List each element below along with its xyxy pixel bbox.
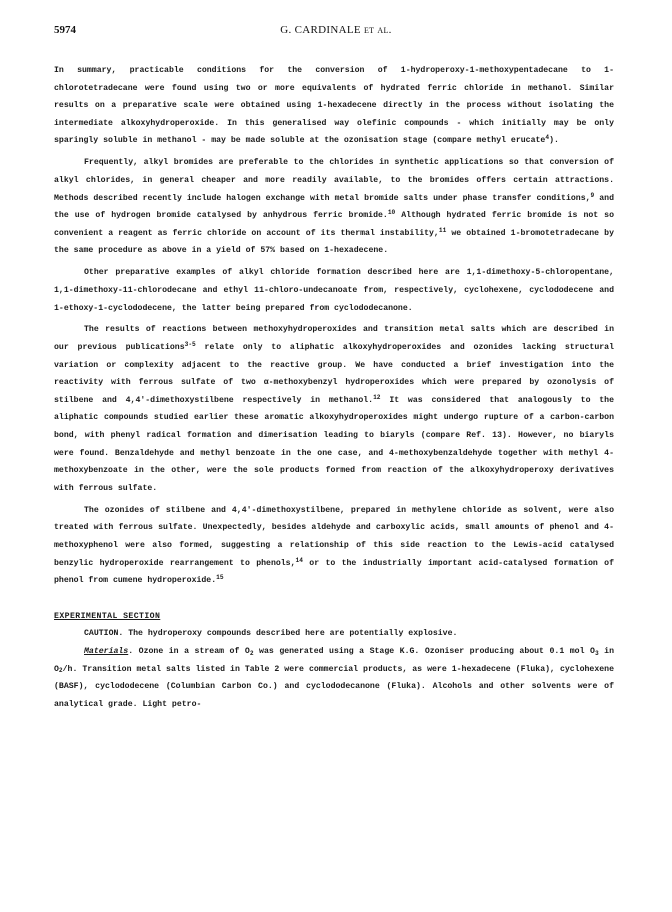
subscript: 3 [594, 649, 599, 657]
paragraph-text: The results of reactions between methoxyhydroperoxides and transition metal salts which are described in our previous publications [54, 325, 614, 353]
paragraph-text: The ozonides of stilbene and 4,4'-dimethoxystilbene, prepared in methylene chloride as solvent, were also treated with ferrous sulfate. Unexpectedly, besides aldehyde and carboxylic acids, small amounts of phenol and 4-methoxyphenol were also formed, suggesting a relationship of this side reaction to the Lewis-acid catalysed benzylic hydroperoxide rearrangement to phenols, [54, 505, 614, 568]
reference-superscript: 10 [387, 209, 396, 217]
paragraph-bromides [54, 154, 614, 260]
paragraph-preparative-examples: Other preparative examples of alkyl chloride formation described here are 1,1-dimethoxy-5-chloropentane, 1,1-dimethoxy-11-chlorodecane and ethyl 11-chloro-undecanoate from, respectively, cyclohexene, cyclododecene and 1-ethoxy-1-cyclododecene, the latter being prepared from cyclododecanone. [54, 268, 614, 313]
materials-label: Materials [84, 646, 129, 656]
paragraph-materials [54, 643, 614, 713]
paragraph-text: was generated using a Stage K.G. Ozoniser producing about 0.1 mol O [253, 646, 595, 656]
paragraph-text: ). [549, 136, 559, 146]
article-body [54, 62, 614, 718]
subscript: 2 [249, 649, 254, 657]
reference-superscript: 14 [295, 556, 303, 564]
running-head-authors: G. CARDINALE et al. [280, 24, 392, 36]
reference-superscript: 11 [438, 226, 447, 234]
reference-superscript: 9 [590, 191, 595, 199]
paragraph-text: In summary, practicable conditions for the conversion of 1-hydroperoxy-1-methoxypentadecane to 1-chlorotetradecane were found using two or more equivalents of hydrated ferric chloride in methanol. Similar results on a preparative scale were obtained using 1-hexadecene directly in the process without isolating the intermediate alkoxyhydroperoxide. In this generalised way olefinic compounds - which initially may be only sparingly soluble in methanol - may be made soluble at the ozonisation stage (compare methyl erucate [54, 66, 614, 146]
reference-superscript: 3-5 [184, 341, 196, 349]
paragraph-results [54, 321, 614, 497]
paragraph-text: /h. Transition metal salts listed in Table 2 were commercial products, as were 1-hexadecene (Fluka), cyclohexene (BASF), cyclododecene (Columbian Carbon Co.) and cyclododecanone (Fluka). Alcohols and other solvents were of analytical grade. Light petro- [54, 664, 614, 709]
paragraph-text: Frequently, alkyl bromides are preferable to the chlorides in synthetic applications so that conversion of alkyl chlorides, in general cheaper and more readily available, to the bromides offers certain attractions. Methods described recently include halogen exchange with metal bromide salts under phase transfer conditions, [54, 158, 614, 203]
paragraph-text: Although hydrated ferric bromide is not so convenient a reagent as ferric chloride on account of its thermal instability, [54, 211, 614, 238]
running-header [54, 24, 618, 40]
paragraph-text: relate only to aliphatic alkoxyhydroperoxides and ozonides lacking structural variation or complexity adjacent to the reactive group. We have conducted a brief investigation into the reactivity with ferrous sulfate of two α-methoxybenzyl hydroperoxides which were prepared by ozonolysis of stilbene and 4,4'-dimethoxystilbene respectively in methanol. [54, 343, 614, 405]
paragraph-text: we obtained 1-bromotetradecane by the same procedure as above in a yield of 57% based on 1-hexadecene. [54, 228, 614, 256]
paragraph-text: in O [54, 646, 615, 674]
paragraph-ozonides [54, 502, 614, 590]
reference-superscript: 15 [216, 574, 224, 582]
page-number: 5974 [54, 24, 76, 36]
paragraph-text: . Ozone in a stream of O [128, 646, 250, 656]
subscript: 2 [58, 667, 63, 675]
paragraph-text: and the use of hydrogen bromide catalysed by anhydrous ferric bromide. [54, 193, 614, 221]
paragraph-text: It was considered that analogously to the aliphatic compounds studied earlier these aromatic alkoxyhydroperoxides might undergo rupture of a carbon-carbon bond, with phenyl radical formation and dimerisation leading to biaryls (compare Ref. 13). However, no biaryls were found. Benzaldehyde and methyl benzoate in the one case, and 4-methoxybenzaldehyde together with methyl 4-methoxybenzoate in the other, were the sole products formed from reaction of the alkoxyhydroperoxy derivatives with ferrous sulfate. [54, 395, 615, 493]
paragraph-text: or to the industrially important acid-catalysed formation of phenol from cumene hydroperoxide. [54, 558, 614, 586]
reference-superscript: 4 [545, 134, 550, 142]
section-heading: EXPERIMENTAL SECTION [54, 611, 161, 621]
caution-note: CAUTION. The hydroperoxy compounds described here are potentially explosive. [84, 629, 458, 639]
paragraph-summary [54, 62, 614, 150]
reference-superscript: 12 [373, 393, 381, 401]
